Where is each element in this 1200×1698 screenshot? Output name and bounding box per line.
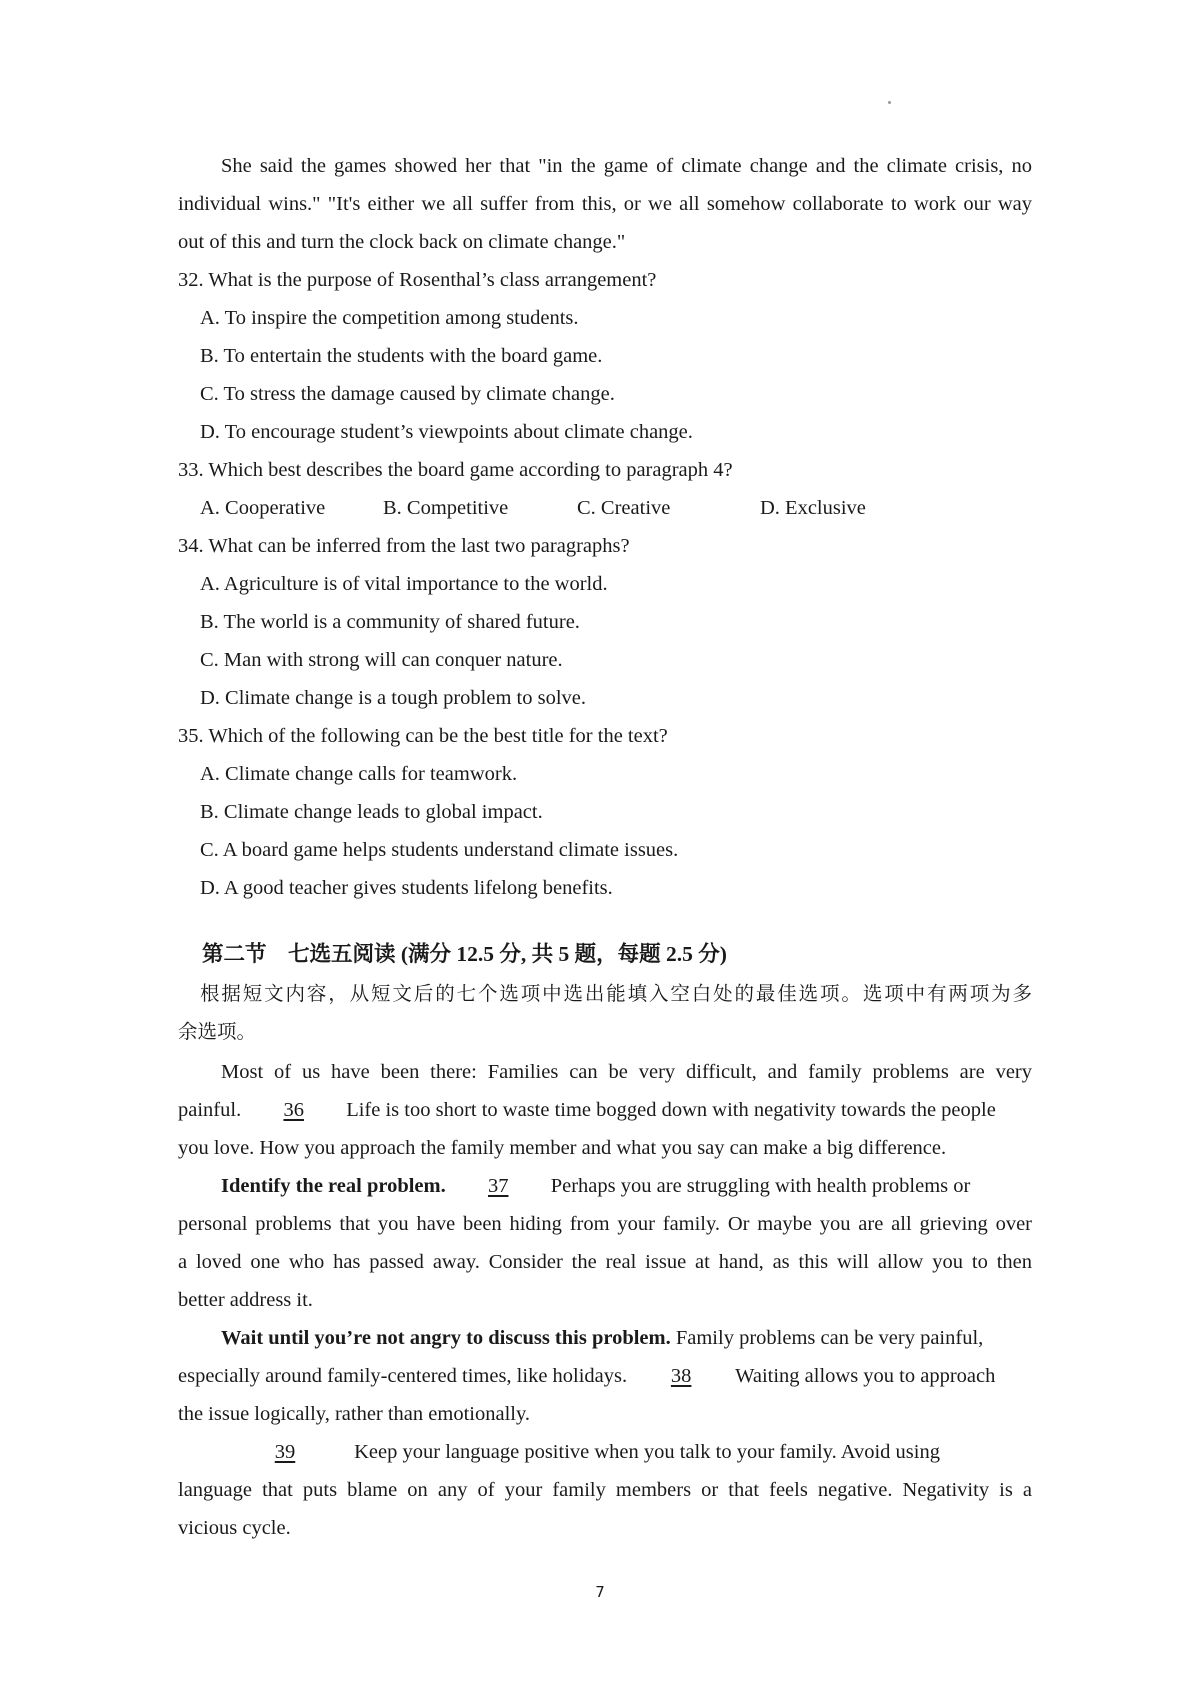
paragraph-line: language that puts blame on any of your family members or that feels negative. Negativity is a	[178, 1479, 1032, 1501]
question-35-option-b: B. Climate change leads to global impact.	[200, 801, 543, 823]
paragraph-line: individual wins." "It's either we all suffer from this, or we all somehow collaborate to work our way	[178, 193, 1032, 215]
paragraph-line	[221, 1324, 1032, 1352]
answer-blank-36: 36	[283, 1099, 304, 1121]
scan-speck	[888, 101, 891, 104]
question-35-stem: 35. Which of the following can be the best title for the text?	[178, 725, 668, 747]
text-fragment: painful.	[178, 1099, 242, 1121]
text-fragment: Family problems can be very painful,	[670, 1327, 984, 1349]
paragraph-line	[221, 1172, 1032, 1200]
paragraph-line: She said the games showed her that "in the game of climate change and the climate crisis, no	[221, 155, 1032, 177]
question-35-option-a: A. Climate change calls for teamwork.	[200, 763, 518, 785]
page-number: 7	[595, 1583, 605, 1601]
text-fragment: Keep your language positive when you talk to your family. Avoid using	[349, 1441, 940, 1463]
bold-heading: Wait until you’re not angry to discuss this problem.	[221, 1327, 671, 1349]
paragraph-line: out of this and turn the clock back on climate change."	[178, 231, 626, 253]
paragraph-line: a loved one who has passed away. Consider the real issue at hand, as this will allow you to then	[178, 1251, 1032, 1273]
section-title: 第二节 七选五阅读 (满分 12.5 分, 共 5 题，每题 2.5 分)	[202, 942, 727, 966]
question-32-option-a: A. To inspire the competition among students.	[200, 307, 579, 329]
question-33-option-c: C. Creative	[577, 497, 671, 519]
paragraph-line: Most of us have been there: Families can be very difficult, and family problems are very	[221, 1061, 1032, 1083]
answer-blank-39: 39	[274, 1441, 296, 1463]
question-34-option-b: B. The world is a community of shared future.	[200, 611, 580, 633]
paragraph-line	[178, 1362, 1032, 1390]
answer-blank-37: 37	[487, 1175, 509, 1197]
bold-heading: Identify the real problem.	[221, 1175, 446, 1197]
question-34-option-c: C. Man with strong will can conquer nature.	[200, 649, 563, 671]
paragraph-line: personal problems that you have been hiding from your family. Or maybe you are all grieving over	[178, 1213, 1032, 1235]
section-instructions: 余选项。	[178, 1020, 257, 1043]
question-32-option-c: C. To stress the damage caused by climate change.	[200, 383, 615, 405]
question-32-option-b: B. To entertain the students with the board game.	[200, 345, 603, 367]
question-33-option-d: D. Exclusive	[760, 497, 866, 519]
text-fragment: especially around family-centered times, like holidays.	[178, 1365, 628, 1387]
question-34-option-a: A. Agriculture is of vital importance to the world.	[200, 573, 608, 595]
text-fragment: Waiting allows you to approach	[735, 1365, 996, 1387]
question-35-option-d: D. A good teacher gives students lifelong benefits.	[200, 877, 613, 899]
question-33-options	[0, 494, 1200, 522]
question-35-option-c: C. A board game helps students understand climate issues.	[200, 839, 679, 861]
paragraph-line: the issue logically, rather than emotionally.	[178, 1403, 531, 1425]
question-34-option-d: D. Climate change is a tough problem to solve.	[200, 687, 587, 709]
paragraph-line: you love. How you approach the family member and what you say can make a big difference.	[178, 1137, 947, 1159]
answer-blank-38: 38	[670, 1365, 692, 1387]
paragraph-line	[178, 1096, 1032, 1124]
paragraph-line: better address it.	[178, 1289, 313, 1311]
text-fragment: Life is too short to waste time bogged down with negativity towards the people	[346, 1099, 996, 1121]
question-33-stem: 33. Which best describes the board game according to paragraph 4?	[178, 459, 733, 481]
question-34-stem: 34. What can be inferred from the last two paragraphs?	[178, 535, 630, 557]
text-fragment: Perhaps you are struggling with health problems or	[550, 1175, 971, 1197]
paragraph-line	[221, 1438, 1032, 1466]
question-33-option-b: B. Competitive	[383, 497, 509, 519]
question-32-stem: 32. What is the purpose of Rosenthal’s class arrangement?	[178, 269, 657, 291]
question-33-option-a: A. Cooperative	[200, 497, 326, 519]
paragraph-line: vicious cycle.	[178, 1517, 291, 1539]
question-32-option-d: D. To encourage student’s viewpoints about climate change.	[200, 421, 693, 443]
section-instructions: 根据短文内容，从短文后的七个选项中选出能填入空白处的最佳选项。选项中有两项为多	[200, 982, 1032, 1005]
